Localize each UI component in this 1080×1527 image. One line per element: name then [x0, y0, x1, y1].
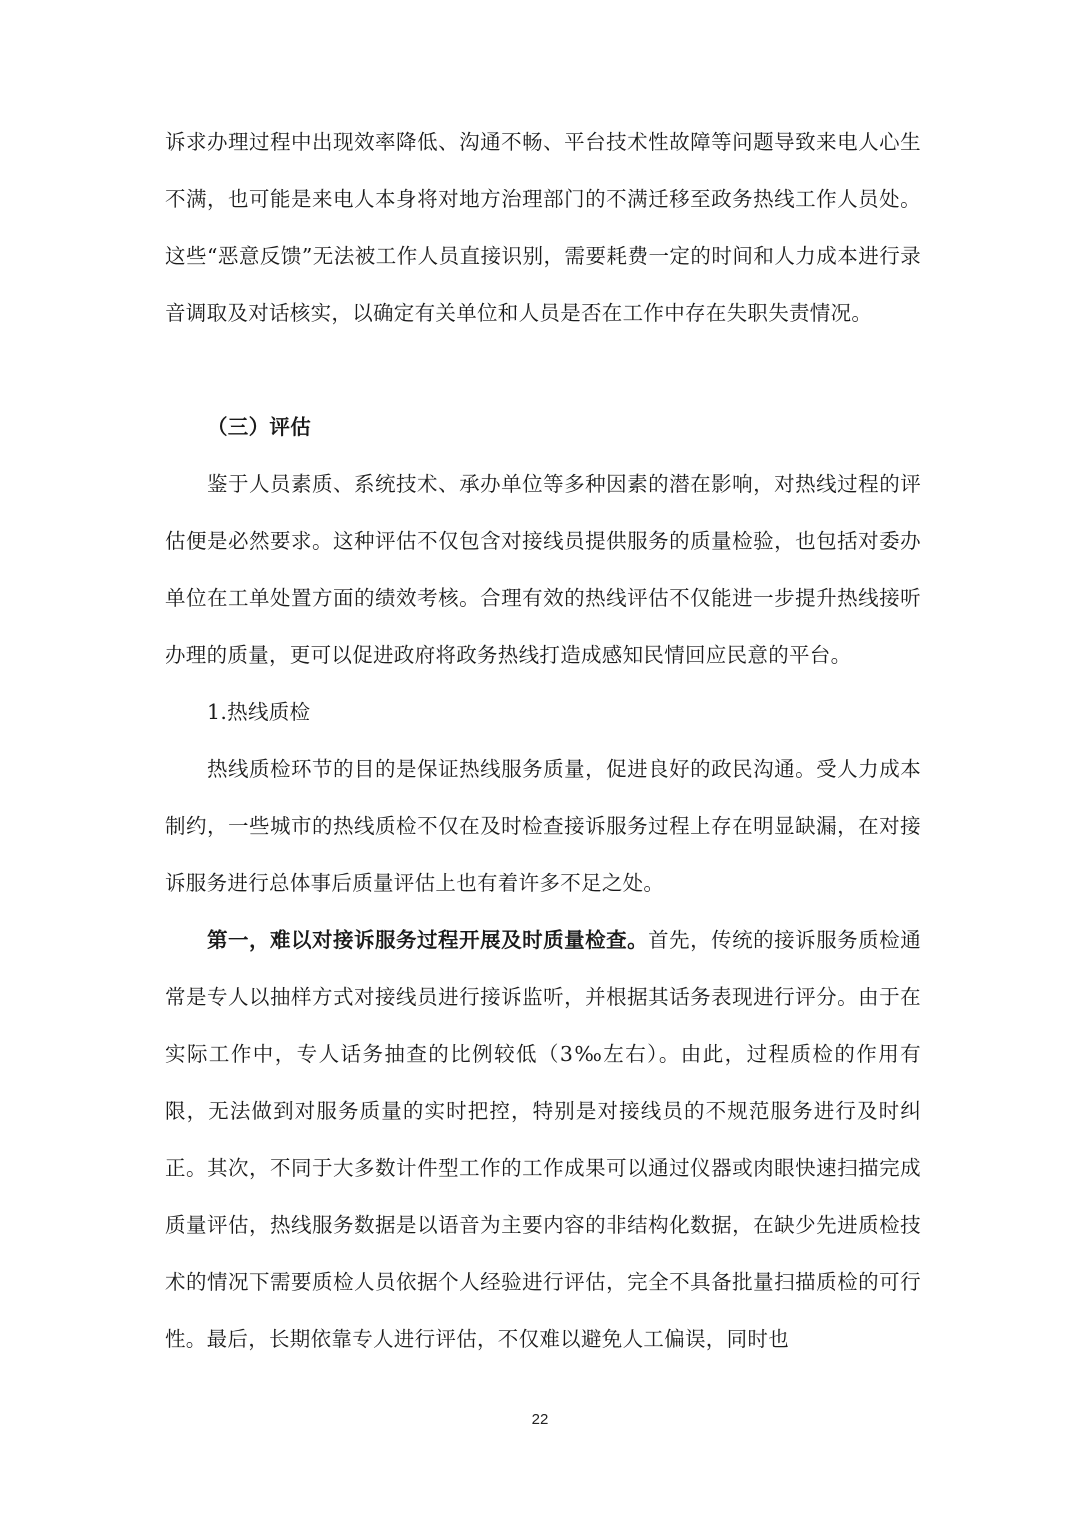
paragraph-evaluation-intro: 鉴于人员素质、系统技术、承办单位等多种因素的潜在影响，对热线过程的评估便是必然要求。这种评估不仅包含对接线员提供服务的质量检验，也包括对委办单位在工单处置方面的绩效考核。合理有效的热线评估不仅能进一步提升热线接听办理的质量，更可以促进政府将政务热线打造成感知民情回应民意的平台。 — [165, 472, 921, 667]
evaluation-block — [165, 456, 921, 684]
section-heading: （三）评估 — [207, 415, 311, 439]
sub-heading-block — [165, 684, 921, 741]
paragraph-first-point — [165, 912, 921, 1368]
first-point-body: 首先，传统的接诉服务质检通常是专人以抽样方式对接线员进行接诉监听，并根据其话务表现进行评分。由于在实际工作中，专人话务抽查的比例较低（3‰左右）。由此，过程质检的作用有限，无法做到对服务质量的实时把控，特别是对接线员的不规范服务进行及时纠正。其次，不同于大多数计件型工作的工作成果可以通过仪器或肉眼快速扫描完成质量评估，热线服务数据是以语音为主要内容的非结构化数据，在缺少先进质检技术的情况下需要质检人员依据个人经验进行评估，完全不具备批量扫描质检的可行性。最后，长期依靠专人进行评估，不仅难以避免人工偏误，同时也 — [165, 928, 921, 1351]
quality-block — [165, 741, 921, 912]
sub-heading: 1.热线质检 — [207, 700, 311, 724]
page-number: 22 — [531, 1411, 549, 1428]
paragraph-continuation: 诉求办理过程中出现效率降低、沟通不畅、平台技术性故障等问题导致来电人心生不满，也可能是来电人本身将对地方治理部门的不满迁移至政务热线工作人员处。这些“恶意反馈”无法被工作人员直接识别，需要耗费一定的时间和人力成本进行录音调取及对话核实，以确定有关单位和人员是否在工作中存在失职失责情况。 — [165, 130, 921, 325]
first-point-lead: 第一，难以对接诉服务过程开展及时质量检查。 — [207, 928, 649, 952]
paragraph-quality-intro: 热线质检环节的目的是保证热线服务质量，促进良好的政民沟通。受人力成本制约，一些城市的热线质检不仅在及时检查接诉服务过程上存在明显缺漏，在对接诉服务进行总体事后质量评估上也有着许多不足之处。 — [165, 757, 921, 895]
section-heading-block — [165, 399, 921, 456]
body-text — [165, 114, 921, 342]
first-point-block — [165, 912, 921, 1368]
